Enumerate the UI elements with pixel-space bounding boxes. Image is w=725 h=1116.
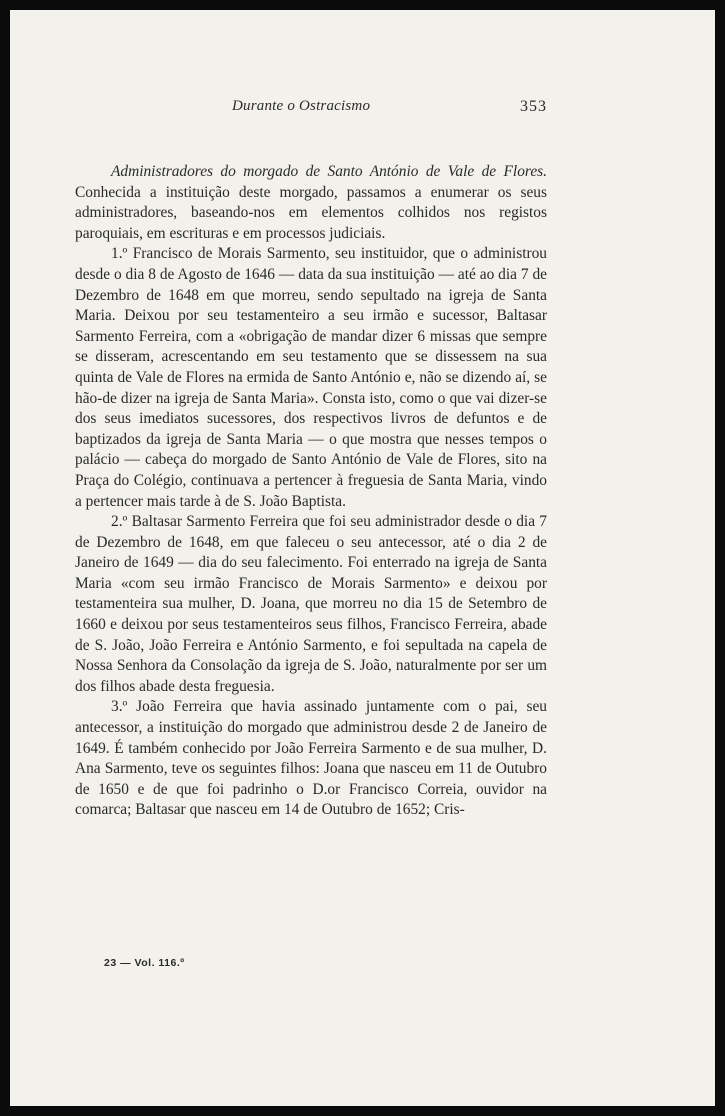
paragraph-administrator-3: 3.º João Ferreira que havia assinado juntamente com o pai, seu antecessor, a instituição do morgado que administrou desde 2 de Janeiro de 1649. É também conhecido por João Ferreira Sarmento e de sua mulher, D. Ana Sarmento, teve os seguintes filhos: Joana que nasceu em 11 de Outubro de 1650 e de que foi padrinho o D.or Francisco Correia, ouvidor na comarca; Baltasar que nasceu em 14 de Outubro de 1652; Cris- bbox=[75, 698, 547, 819]
running-title: Durante o Ostracismo bbox=[232, 98, 371, 114]
paragraph-intro bbox=[75, 162, 547, 244]
paragraph-administrator-1: 1.º Francisco de Morais Sarmento, seu instituidor, que o administrou desde o dia 8 de Agosto de 1646 — data da sua instituição — até ao dia 7 de Dezembro de 1648 em que morreu, sendo sepultado na igreja de Santa Maria. Deixou por seu testamenteiro a seu irmão e sucessor, Baltasar Sarmento Ferreira, com a «obrigação de mandar dizer 6 missas que sempre se disseram, acrescentando em seu testamento que se dissessem na sua quinta de Vale de Flores na ermida de Santo António e, não se dizendo aí, se hão-de dizer na igreja de Santa Maria». Consta isto, como o que vai dizer-se dos seus imediatos sucessores, dos respectivos livros de defuntos e de baptizados da igreja de Santa Maria — o que mostra que nesses tempos o palácio — cabeça do morgado de Santo António de Vale de Flores, sito na Praça do Colégio, continuava a pertencer à freguesia de Santa Maria, vindo a pertencer mais tarde à de S. João Baptista. bbox=[75, 245, 547, 510]
page-header bbox=[10, 98, 715, 118]
section-heading: Administradores do morgado de Santo António de Vale de Flores. bbox=[111, 163, 547, 180]
body-text bbox=[75, 162, 547, 821]
signature-mark: 23 — Vol. 116.º bbox=[104, 957, 185, 969]
paragraph-administrator-2: 2.º Baltasar Sarmento Ferreira que foi seu administrador desde o dia 7 de Dezembro de 1648, em que faleceu o seu antecessor, até o dia 2 de Janeiro de 1649 — dia do seu falecimento. Foi enterrado na igreja de Santa Maria «com seu irmão Francisco de Morais Sarmento» e deixou por testamenteira sua mulher, D. Joana, que morreu no dia 15 de Setembro de 1660 e deixou por seus testamenteiros seus filhos, Francisco Ferreira, abade de S. João, João Ferreira e António Sarmento, e foi sepultada na capela de Nossa Senhora da Consolação da igreja de S. João, naturalmente por ser um dos filhos abade desta freguesia. bbox=[75, 513, 547, 695]
document-page bbox=[10, 10, 715, 1106]
paragraph-intro-text: Conhecida a instituição deste morgado, passamos a enumerar os seus administradores, baseando-nos em elementos colhidos nos registos paroquiais, em escrituras e em processos judiciais. bbox=[75, 183, 547, 242]
page-number: 353 bbox=[520, 98, 547, 115]
